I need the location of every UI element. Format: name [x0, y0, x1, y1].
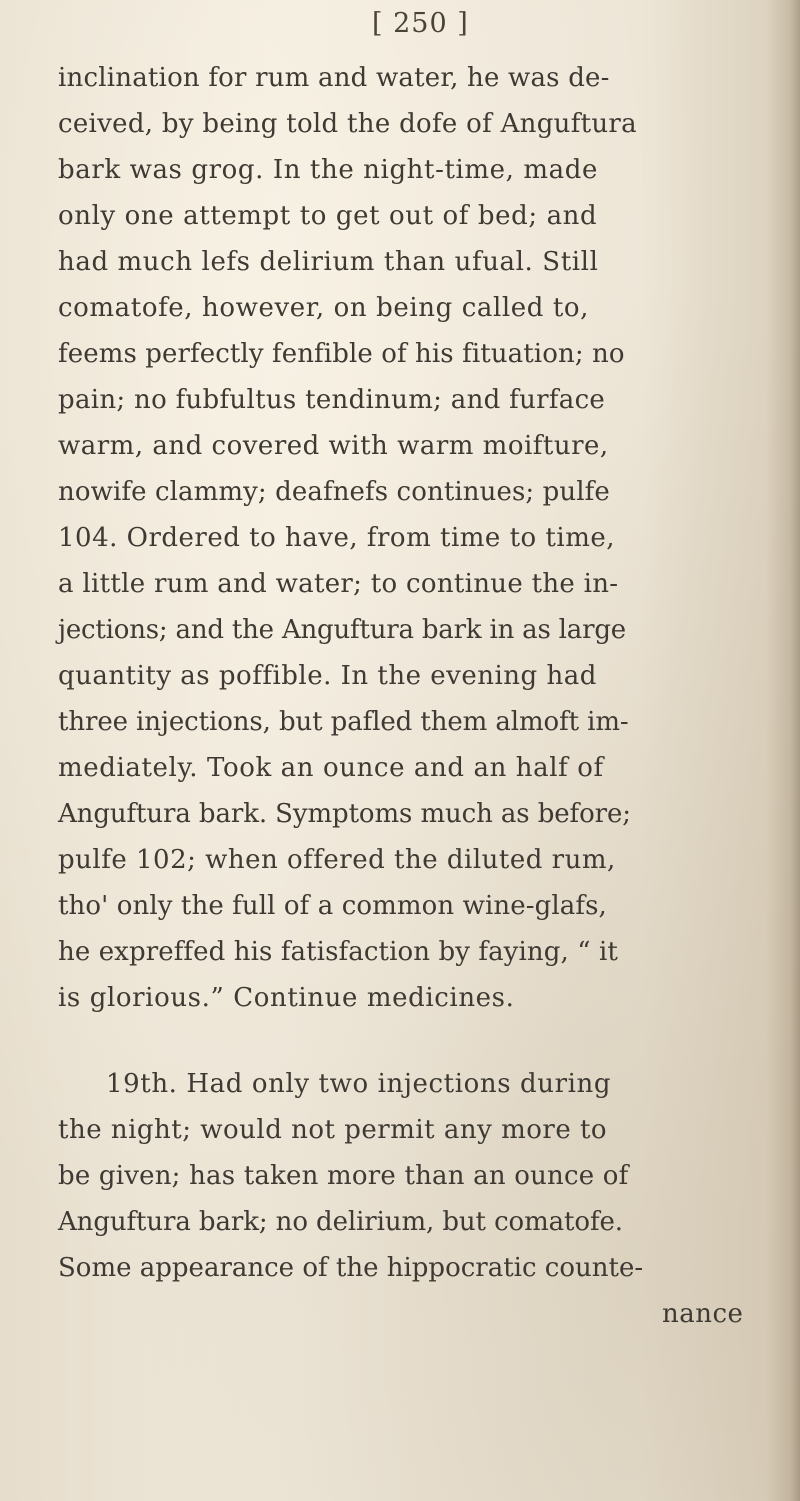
- text-line-10: nowife clammy; deafnefs continues; pulfe: [58, 477, 610, 507]
- text-line-15: three injections, but pafled them almoft im-: [58, 707, 629, 737]
- text-line-5: had much lefs delirium than ufual. Still: [58, 247, 599, 277]
- text-line-17: Anguftura bark. Symptoms much as before;: [58, 799, 631, 829]
- catchword: nance: [662, 1299, 744, 1329]
- text-line-25: Anguftura bark; no delirium, but comatofe.: [58, 1207, 623, 1237]
- text-line-16: mediately. Took an ounce and an half of: [58, 753, 604, 783]
- text-line-21: is glorious.” Continue medicines.: [58, 983, 515, 1013]
- text-line-24: be given; has taken more than an ounce of: [58, 1161, 629, 1191]
- text-line-14: quantity as poffible. In the evening had: [58, 661, 597, 691]
- text-line-4: only one attempt to get out of bed; and: [58, 201, 598, 231]
- text-line-8: pain; no fubfultus tendinum; and furface: [58, 385, 606, 415]
- text-line-18: pulfe 102; when offered the diluted rum,: [58, 845, 616, 875]
- text-line-12: a little rum and water; to continue the in-: [58, 569, 619, 599]
- text-line-7: feems perfectly fenfible of his fituation; no: [58, 339, 625, 369]
- text-line-2: ceived, by being told the dofe of Anguftura: [58, 109, 637, 139]
- page-number: [ 250 ]: [372, 8, 469, 39]
- text-line-9: warm, and covered with warm moifture,: [58, 431, 609, 461]
- text-line-20: he expreffed his fatisfaction by faying, “ it: [58, 937, 618, 967]
- text-line-1: inclination for rum and water, he was de-: [58, 63, 610, 93]
- text-line-11: 104. Ordered to have, from time to time,: [58, 523, 615, 553]
- text-line-3: bark was grog. In the night-time, made: [58, 155, 598, 185]
- text-line-22: 19th. Had only two injections during: [106, 1069, 612, 1099]
- text-line-26: Some appearance of the hippocratic counte-: [58, 1253, 644, 1283]
- text-line-23: the night; would not permit any more to: [58, 1115, 608, 1145]
- text-line-13: jections; and the Anguftura bark in as large: [58, 615, 626, 645]
- text-line-6: comatofe, however, on being called to,: [58, 293, 590, 323]
- text-line-19: tho' only the full of a common wine-glafs,: [58, 891, 607, 921]
